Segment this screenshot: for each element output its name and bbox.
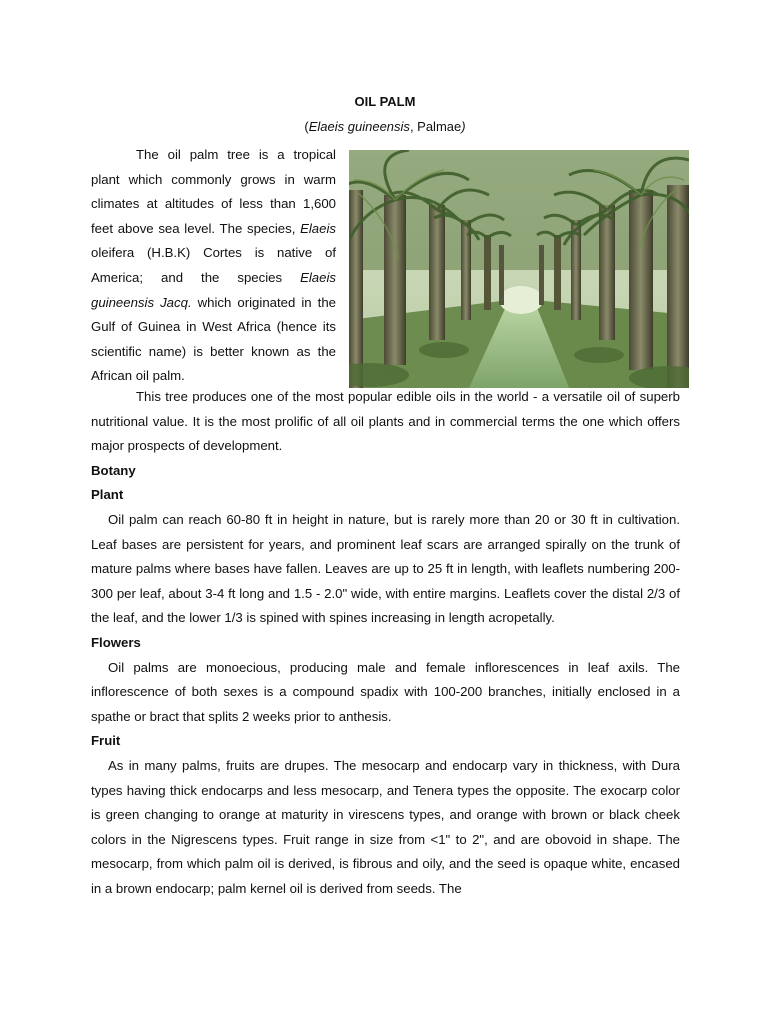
subtitle-open-paren: ( bbox=[304, 119, 309, 134]
subtitle-close-paren: ) bbox=[461, 119, 466, 134]
intro-italic-species: Elaeis guineensis Jacq. bbox=[91, 269, 336, 310]
intro-paragraph bbox=[91, 143, 336, 389]
heading-botany: Botany bbox=[91, 462, 136, 478]
subtitle-scientific-name: Elaeis guineensis bbox=[308, 119, 410, 134]
paragraph-flowers: Oil palms are monoecious, producing male and female inflorescences in leaf axils. The inflorescence of both sexes is a compound spadix with 100-200 branches, initially enclosed in a spathe or bract that splits 2 weeks prior to anthesis. bbox=[91, 659, 680, 724]
heading-flowers: Flowers bbox=[91, 634, 141, 650]
oil-palm-photo bbox=[349, 150, 689, 388]
heading-fruit: Fruit bbox=[91, 733, 121, 749]
paragraph-plant: Oil palm can reach 60-80 ft in height in nature, but is rarely more than 20 or 30 ft in cultivation. Leaf bases are persistent for years, and prominent leaf scars are arranged spirally on the trunk of mature palms where bases have fallen. Leaves are up to 25 ft in length, with leaflets numbering 200-300 per leaf, about 3-4 ft long and 1.5 - 2.0" wide, with entire margins. Leaflets cover the distal 2/3 of the leaf, and the lower 1/3 is spined with spines increasing in length acropetally. bbox=[91, 511, 680, 626]
intro-text-1: The oil palm tree is a tropical plant which commonly grows in warm climates at altitudes of less than 1,600 feet above sea level. The species, bbox=[91, 147, 336, 236]
page-subtitle bbox=[0, 119, 770, 135]
heading-plant: Plant bbox=[91, 487, 124, 503]
paragraph-uses: This tree produces one of the most popular edible oils in the world - a versatile oil of superb nutritional value. It is the most prolific of all oil plants and in commercial terms the one which offers major prospects of development. bbox=[91, 389, 680, 454]
intro-text-2: oleifera (H.B.K) Cortes is native of America; and the species bbox=[91, 245, 336, 285]
page-title: OIL PALM bbox=[354, 94, 416, 109]
intro-italic-genus: Elaeis bbox=[300, 220, 336, 236]
intro-text-3: which originated in the Gulf of Guinea in West Africa (hence its scientific name) is better known as the African oil palm. bbox=[91, 294, 336, 384]
paragraph-fruit: As in many palms, fruits are drupes. The mesocarp and endocarp vary in thickness, with Dura types having thick endocarps and less mesocarp, and Tenera types the opposite. The exocarp color is green changing to orange at maturity in virescens types, and orange with brown or black cheek colors in the Nigrescens types. Fruit range in size from <1" to 2", and are obovoid in shape. The mesocarp, from which palm oil is derived, is fibrous and oily, and the seed is opaque white, encased in a brown endocarp; palm kernel oil is derived from seeds. The bbox=[91, 757, 680, 896]
palm-plantation-image bbox=[349, 150, 689, 388]
subtitle-family: , Palmae bbox=[409, 119, 462, 134]
main-body bbox=[91, 385, 680, 901]
